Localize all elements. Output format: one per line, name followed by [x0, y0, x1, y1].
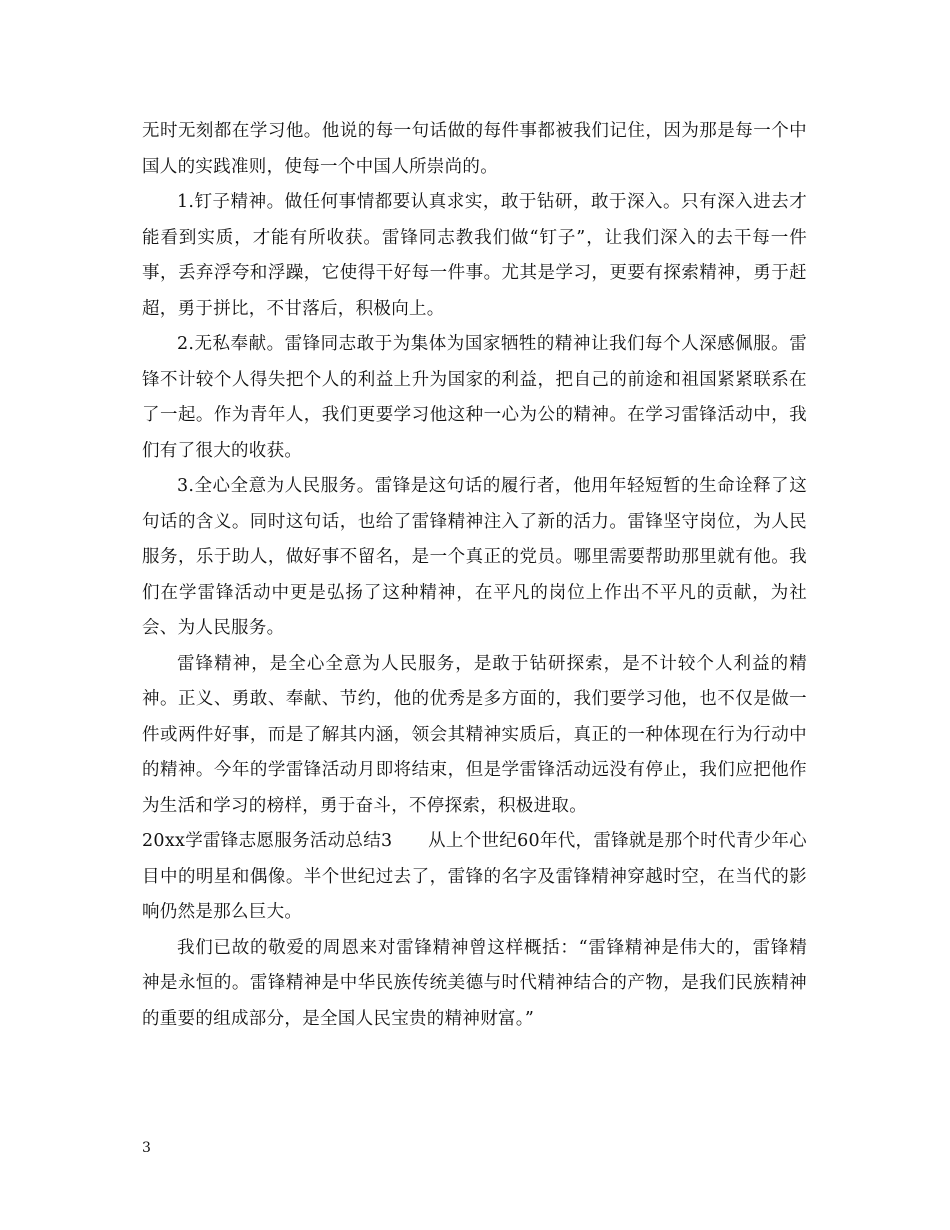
- section-spacer: [392, 831, 428, 851]
- paragraph-section-3: [142, 824, 807, 931]
- section-3-text: 从上个世纪60年代，雷锋就是那个时代青少年心目中的明星和偶像。半个世纪过去了，雷锋的名字及雷锋精神穿越时空，在当代的影响仍然是那么巨大。: [142, 831, 807, 922]
- paragraph-continuation: 无时无刻都在学习他。他说的每一句话做的每件事都被我们记住，因为那是每一个中国人的实践准则，使每一个中国人所崇尚的。: [142, 121, 807, 177]
- section-title: 20xx学雷锋志愿服务活动总结3: [142, 831, 393, 851]
- paragraph-lei-feng-spirit: 雷锋精神，是全心全意为人民服务，是敢于钻研探索，是不计较个人利益的精神。正义、勇敢、奉献、节约，他的优秀是多方面的，我们要学习他，也不仅是做一件或两件好事，而是了解其内涵，领会其精神实质后，真正的一种体现在行为行动中的精神。今年的学雷锋活动月即将结束，但是学雷锋活动远没有停止，我们应把他作为生活和学习的榜样，勇于奋斗，不停探索，积极进取。: [142, 653, 807, 816]
- paragraph-selfless-dedication: 2.无私奉献。雷锋同志敢于为集体为国家牺牲的精神让我们每个人深感佩服。雷锋不计较个人得失把个人的利益上升为国家的利益，把自己的前途和祖国紧紧联系在了一起。作为青年人，我们更要学习他这种一心为公的精神。在学习雷锋活动中，我们有了很大的收获。: [142, 334, 807, 461]
- paragraph-zhou-enlai-quote: 我们已故的敬爱的周恩来对雷锋精神曾这样概括：“雷锋精神是伟大的，雷锋精神是永恒的。雷锋精神是中华民族传统美德与时代精神结合的产物，是我们民族精神的重要的组成部分，是全国人民宝贵的精神财富。”: [142, 937, 807, 1029]
- document-body: [142, 114, 807, 1037]
- paragraph-nail-spirit: 1.钉子精神。做任何事情都要认真求实，敢于钻研，敢于深入。只有深入进去才能看到实质，才能有所收获。雷锋同志教我们做“钉子”，让我们深入的去干每一件事，丢弃浮夸和浮躁，它使得干好每一件事。尤其是学习，更要有探索精神，勇于赶超，勇于拼比，不甘落后，积极向上。: [142, 192, 807, 319]
- page-number: 3: [142, 1140, 151, 1156]
- paragraph-serve-the-people: 3.全心全意为人民服务。雷锋是这句话的履行者，他用年轻短暂的生命诠释了这句话的含义。同时这句话，也给了雷锋精神注入了新的活力。雷锋坚守岗位，为人民服务，乐于助人，做好事不留名，是一个真正的党员。哪里需要帮助那里就有他。我们在学雷锋活动中更是弘扬了这种精神，在平凡的岗位上作出不平凡的贡献，为社会、为人民服务。: [142, 476, 807, 638]
